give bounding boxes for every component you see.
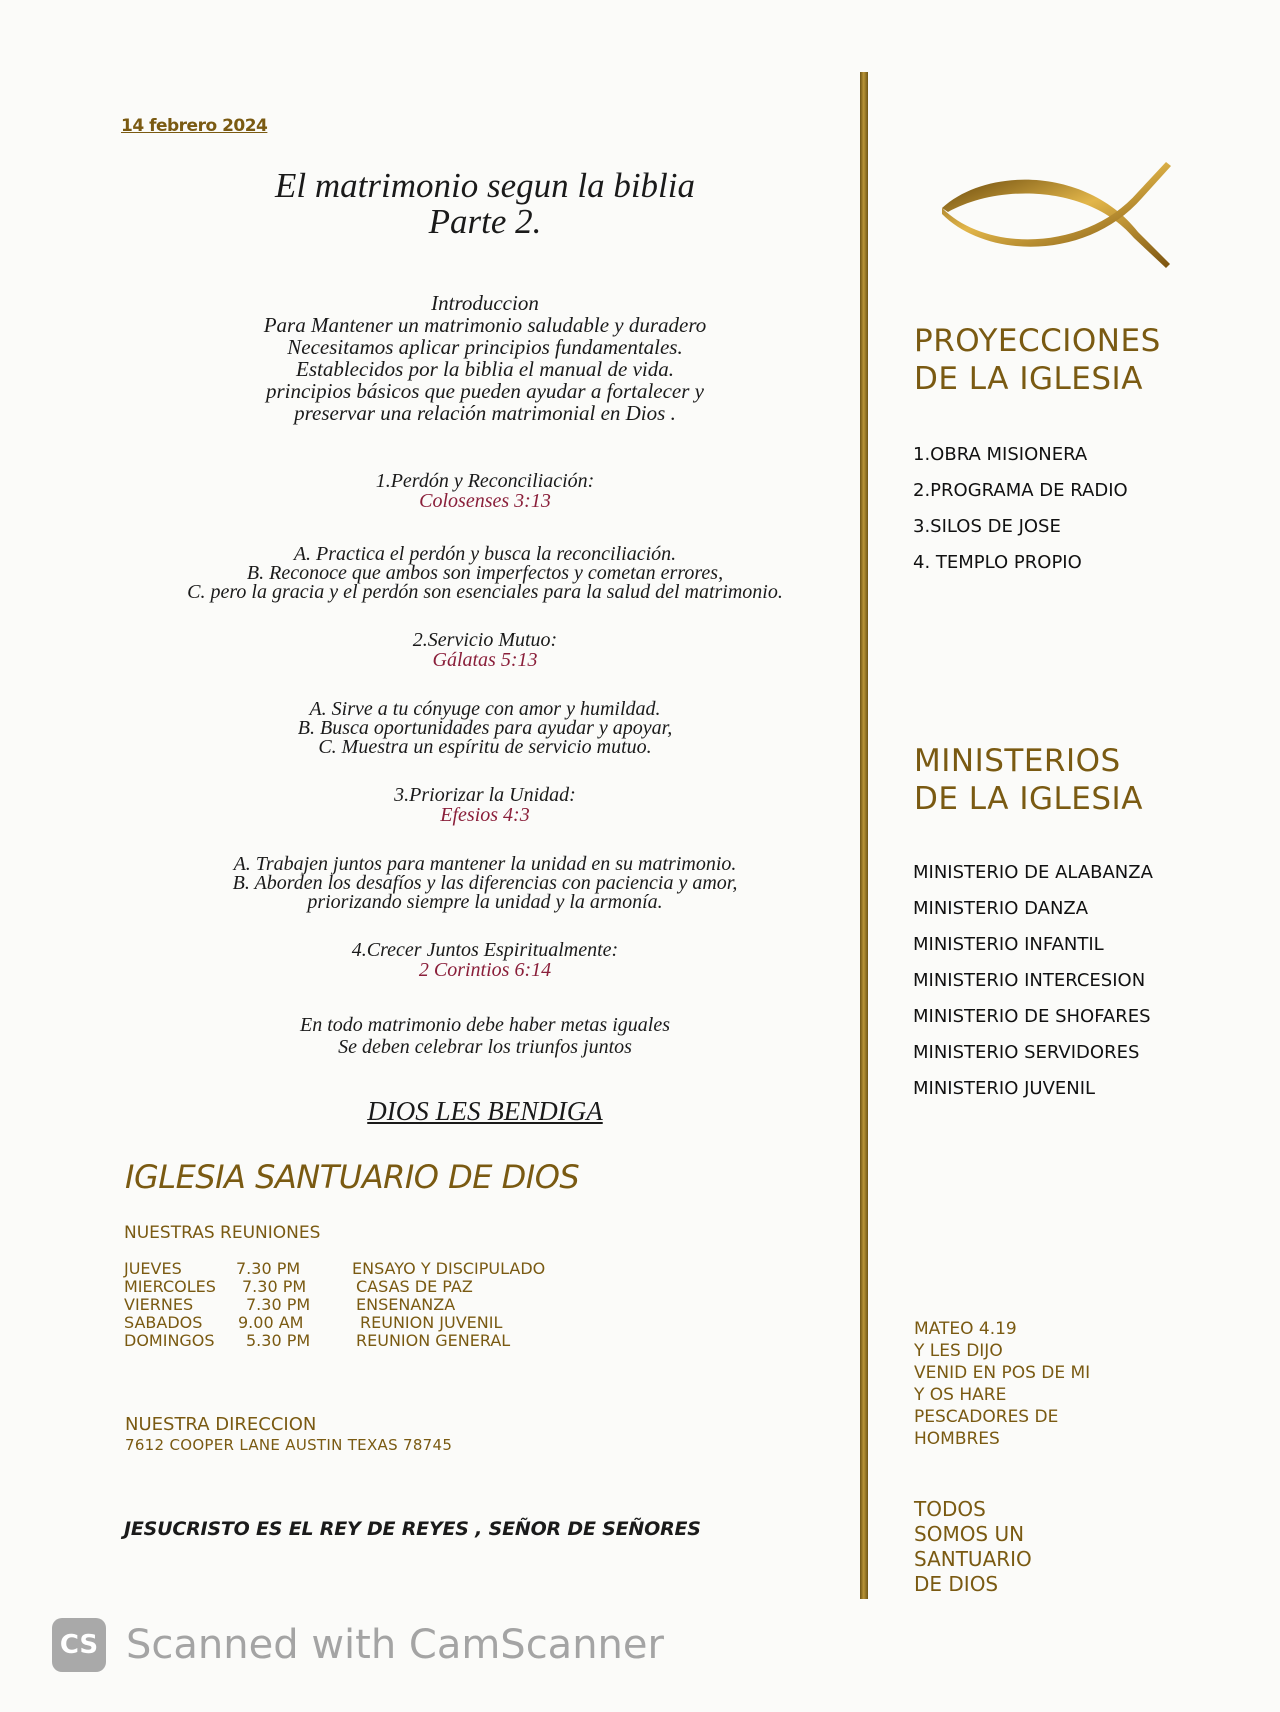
meeting-time: 7.30 PM bbox=[236, 1259, 301, 1278]
scripture-ref: 2 Corintios 6:14 bbox=[418, 959, 552, 981]
meetings-title: NUESTRAS REUNIONES bbox=[124, 1223, 321, 1243]
ichthys-fish-icon bbox=[938, 162, 1178, 272]
meeting-time: 9.00 AM bbox=[238, 1313, 304, 1332]
section-3-points bbox=[120, 855, 850, 912]
intro-line: preservar una relación matrimonial en Dios . bbox=[294, 401, 676, 425]
ministry-item: MINISTERIO DE SHOFARES bbox=[913, 1006, 1151, 1027]
watermark-text: Scanned with CamScanner bbox=[126, 1622, 664, 1668]
ministry-item: MINISTERIO JUVENIL bbox=[913, 1078, 1096, 1099]
ministries-title-line: MINISTERIOS bbox=[914, 743, 1121, 779]
meeting-day: MIERCOLES bbox=[124, 1277, 216, 1296]
section-heading-text: 2.Servicio Mutuo: bbox=[412, 629, 558, 651]
section-2-heading bbox=[120, 630, 850, 670]
scripture-ref: Colosenses 3:13 bbox=[419, 490, 551, 512]
section-2-points bbox=[120, 700, 850, 757]
meeting-activity: ENSENANZA bbox=[356, 1295, 456, 1314]
bulletin-date: 14 febrero 2024 bbox=[121, 116, 268, 136]
ministry-item: MINISTERIO SERVIDORES bbox=[913, 1042, 1140, 1063]
projection-item: 4. TEMPLO PROPIO bbox=[913, 552, 1082, 573]
section-1-heading bbox=[120, 471, 850, 511]
point-item: priorizando siempre la unidad y la armonía. bbox=[307, 891, 663, 913]
closing-line: SOMOS UN bbox=[914, 1522, 1025, 1546]
projections-title-line: PROYECCIONES bbox=[914, 323, 1161, 359]
projection-item: 1.OBRA MISIONERA bbox=[913, 444, 1088, 465]
meeting-activity: REUNION JUVENIL bbox=[360, 1313, 503, 1332]
verse-line: VENID EN POS DE MI bbox=[914, 1363, 1091, 1383]
verse-line: PESCADORES DE bbox=[914, 1407, 1059, 1427]
point-item: A. Practica el perdón y busca la reconciliación. bbox=[293, 543, 677, 565]
verse-line: HOMBRES bbox=[914, 1429, 1000, 1449]
meeting-day: DOMINGOS bbox=[124, 1331, 215, 1350]
title-line-2: Parte 2. bbox=[428, 202, 542, 241]
closing-line: TODOS bbox=[914, 1497, 986, 1521]
verse-line: MATEO 4.19 bbox=[914, 1319, 1017, 1339]
ministries-title-line: DE LA IGLESIA bbox=[914, 781, 1143, 817]
intro-line: principios básicos que pueden ayudar a fortalecer y bbox=[265, 379, 704, 403]
projections-title bbox=[914, 322, 1161, 398]
projections-title-line: DE LA IGLESIA bbox=[914, 361, 1143, 397]
ministry-item: MINISTERIO DE ALABANZA bbox=[913, 862, 1153, 883]
intro-line: Introduccion bbox=[431, 291, 539, 315]
goal-line: Se deben celebrar los triunfos juntos bbox=[338, 1036, 632, 1058]
meeting-time: 7.30 PM bbox=[242, 1277, 307, 1296]
meeting-activity: REUNION GENERAL bbox=[356, 1331, 511, 1350]
verse-line: Y LES DIJO bbox=[914, 1341, 1003, 1361]
sermon-column bbox=[120, 168, 850, 1127]
slogan: JESUCRISTO ES EL REY DE REYES , SEÑOR DE SEÑORES bbox=[124, 1518, 701, 1540]
section-4-heading bbox=[120, 940, 850, 980]
point-item: C. pero la gracia y el perdón son esenciales para la salud del matrimonio. bbox=[187, 581, 783, 603]
point-item: B. Aborden los desafíos y las diferencias con paciencia y amor, bbox=[232, 872, 738, 894]
blessing: DIOS LES BENDIGA bbox=[367, 1096, 603, 1126]
projections-list bbox=[913, 437, 1128, 581]
section-heading-text: 3.Priorizar la Unidad: bbox=[394, 784, 576, 806]
camscanner-logo-icon: CS bbox=[52, 1618, 106, 1672]
projection-item: 3.SILOS DE JOSE bbox=[913, 516, 1061, 537]
intro-line: Para Mantener un matrimonio saludable y duradero bbox=[263, 313, 707, 337]
meeting-activity: CASAS DE PAZ bbox=[356, 1277, 473, 1296]
meeting-day: JUEVES bbox=[124, 1259, 182, 1278]
church-name: IGLESIA SANTUARIO DE DIOS bbox=[125, 1158, 580, 1196]
ministry-item: MINISTERIO INFANTIL bbox=[913, 934, 1104, 955]
point-item: B. Busca oportunidades para ayudar y apoyar, bbox=[297, 717, 673, 739]
intro-line: Necesitamos aplicar principios fundamentales. bbox=[287, 335, 683, 359]
marriage-goals bbox=[120, 1014, 850, 1058]
ministry-item: MINISTERIO INTERCESION bbox=[913, 970, 1146, 991]
ministry-item: MINISTERIO DANZA bbox=[913, 898, 1089, 919]
verse-line: Y OS HARE bbox=[914, 1385, 1007, 1405]
projection-item: 2.PROGRAMA DE RADIO bbox=[913, 480, 1128, 501]
ministries-title bbox=[914, 742, 1143, 818]
closing-message bbox=[914, 1497, 1032, 1597]
meeting-day: VIERNES bbox=[124, 1295, 194, 1314]
section-3-heading bbox=[120, 785, 850, 825]
sermon-title bbox=[120, 168, 850, 240]
section-1-points bbox=[120, 545, 850, 602]
title-line-1: El matrimonio segun la biblia bbox=[275, 166, 695, 205]
goal-line: En todo matrimonio debe haber metas iguales bbox=[300, 1014, 670, 1036]
section-heading-text: 4.Crecer Juntos Espiritualmente: bbox=[351, 939, 619, 961]
point-item: B. Reconoce que ambos son imperfectos y cometan errores, bbox=[246, 562, 724, 584]
address-title: NUESTRA DIRECCION bbox=[125, 1414, 317, 1435]
ministries-list bbox=[913, 855, 1153, 1107]
point-item: A. Trabajen juntos para mantener la unidad en su matrimonio. bbox=[233, 853, 737, 875]
closing-line: SANTUARIO bbox=[914, 1547, 1032, 1571]
intro-line: Establecidos por la biblia el manual de vida. bbox=[296, 357, 674, 381]
scripture-ref: Gálatas 5:13 bbox=[432, 649, 538, 671]
church-address: 7612 COOPER LANE AUSTIN TEXAS 78745 bbox=[125, 1436, 453, 1454]
bible-verse bbox=[914, 1318, 1090, 1450]
meeting-time: 5.30 PM bbox=[246, 1331, 311, 1350]
meeting-day: SABADOS bbox=[124, 1313, 203, 1332]
gold-divider bbox=[860, 72, 868, 1599]
closing-line: DE DIOS bbox=[914, 1572, 999, 1596]
point-item: A. Sirve a tu cónyuge con amor y humildad. bbox=[309, 698, 661, 720]
scripture-ref: Efesios 4:3 bbox=[440, 804, 530, 826]
meeting-activity: ENSAYO Y DISCIPULADO bbox=[352, 1259, 546, 1278]
scanner-watermark bbox=[52, 1615, 664, 1675]
meeting-time: 7.30 PM bbox=[246, 1295, 311, 1314]
introduction bbox=[120, 292, 850, 424]
section-heading-text: 1.Perdón y Reconciliación: bbox=[375, 470, 595, 492]
point-item: C. Muestra un espíritu de servicio mutuo. bbox=[318, 736, 652, 758]
